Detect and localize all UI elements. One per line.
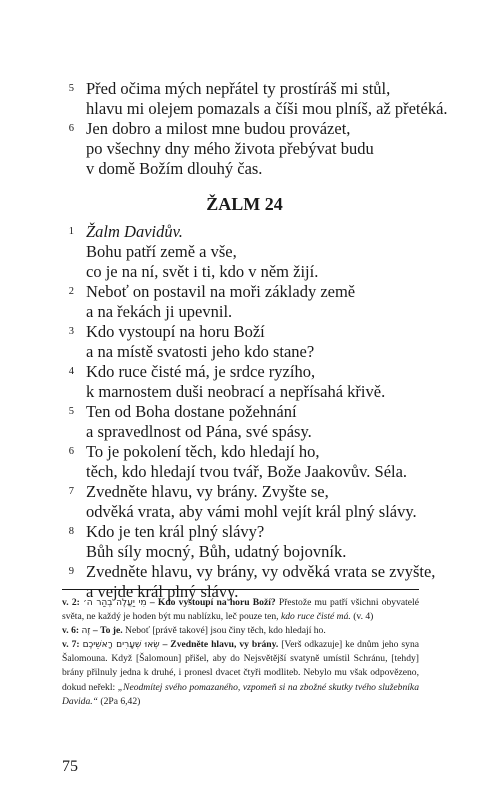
footnote-divider (62, 589, 419, 590)
footnote-text: [Verš odkazuje] ke dnům jeho syna Šalomouna. Když [Šalomoun] přišel, aby do Nejsvětější svatyně umístil Schránu, [tehdy] brány přilnuly jedna k druhé, i pronesl dvacet čtyři modliteb. Nebylo mu však odpovězeno, dokud neřekl: (62, 639, 420, 693)
hebrew-quote: שְׂאוּ שְׁעָרִים רָאשֵׁיכֶם (82, 640, 160, 651)
footnote-reference: (v. 4) (350, 611, 374, 623)
footnote-reference: (2Pa 6,42) (97, 695, 141, 707)
verse-number: 8 (68, 526, 74, 537)
verse-number: 3 (68, 326, 74, 337)
verse-line: hlavu mi olejem pomazals a číši mou plníš, až přetéká. (86, 99, 448, 118)
verse-number: 4 (68, 366, 74, 377)
verse-number: 1 (68, 226, 74, 237)
footnote-text: Neboť [právě takové] jsou činy těch, kdo hledají ho. (122, 625, 326, 637)
verse-line: a na místě svatosti jeho kdo stane? (86, 342, 315, 361)
verse-line: v domě Božím dlouhý čas. (86, 159, 263, 178)
verse-number: 7 (68, 486, 74, 497)
verse-line: Kdo ruce čisté má, je srdce ryzího, (86, 362, 316, 381)
verse-line: a na řekách ji upevnil. (86, 302, 233, 321)
verse-number: 5 (68, 83, 74, 94)
verse-line: a vejde král plný slávy. (86, 582, 239, 601)
footnote-label: v. 2: (62, 597, 80, 608)
footnotes (62, 596, 419, 709)
footnote-label: v. 6: (62, 625, 80, 637)
verse-line: Zvedněte hlavu, vy brány. Zvyšte se, (86, 482, 329, 501)
footnote-citation: „Neodmítej svého pomazaného, vzpomeň si na zbožné skutky tvého služebníka Davida.“ (62, 681, 419, 707)
verse-line: po všechny dny mého života přebývat budu (86, 139, 374, 158)
verse-line: Neboť on postavil na moři základy země (86, 282, 356, 301)
verse-line: k marnostem duši neobrací a nepřísahá křivě. (86, 382, 386, 401)
footnote-lemma: – Kdo vystoupí na horu Boží? (149, 597, 276, 608)
footnote-lemma: – Zvedněte hlavu, vy brány. (162, 639, 279, 651)
verse-line: Zvedněte hlavu, vy brány, vy odvěká vrata se zvyšte, (86, 562, 436, 581)
verse-line: To je pokolení těch, kdo hledají ho, (86, 442, 320, 461)
verse-line: Bůh síly mocný, Bůh, udatný bojovník. (86, 542, 347, 561)
verse-line: Bohu patří země a vše, (86, 242, 237, 261)
verse-number: 6 (68, 446, 74, 457)
verse-line: odvěká vrata, aby vámi mohl vejít král plný slávy. (86, 502, 417, 521)
verse-line: Před očima mých nepřátel ty prostíráš mi stůl, (86, 79, 391, 98)
page-number: 75 (62, 758, 78, 775)
verse-line: těch, kdo hledají tvou tvář, Bože Jaakovův. Séla. (86, 462, 408, 481)
psalm-title: ŽALM 24 (206, 194, 283, 214)
footnote-citation: kdo ruce čisté má. (280, 611, 351, 623)
footnote-v2 (62, 596, 419, 624)
verse-line: a spravedlnost od Pána, své spásy. (86, 422, 312, 441)
footnote-text: Přestože mu patří všichni obyvatelé světa, ne každý je hoden být mu nablízku, leč pouze ten, (62, 597, 419, 623)
verse-number: 6 (68, 123, 74, 134)
verse-line: co je na ní, svět i ti, kdo v něm žijí. (86, 262, 319, 281)
verse-line: Kdo je ten král plný slávy? (86, 522, 265, 541)
footnote-label: v. 7: (62, 639, 80, 651)
verse-number: 5 (68, 406, 74, 417)
hebrew-quote: זֶה (81, 626, 91, 637)
footnote-v6 (62, 624, 419, 638)
verse-line: Kdo vystoupí na horu Boží (86, 322, 265, 341)
verse-line: Ten od Boha dostane požehnání (86, 402, 297, 421)
psalm-superscription: Žalm Davidův. (86, 222, 183, 241)
verse-number: 2 (68, 286, 74, 297)
hebrew-quote: מִי יַעֲלֶה בְהַר ה׳ (83, 598, 147, 608)
footnote-lemma: – To je. (92, 625, 123, 637)
verse-number: 9 (68, 566, 74, 577)
verse-line: Jen dobro a milost mne budou provázet, (86, 119, 351, 138)
footnote-v7 (62, 638, 419, 708)
